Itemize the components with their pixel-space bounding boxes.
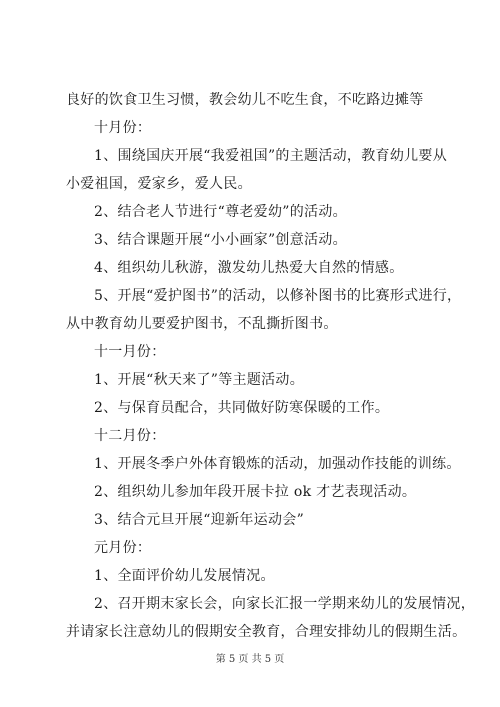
section-heading-november: 十一月份： <box>94 344 166 360</box>
text-line-18: 2、召开期末家长会，向家长汇报一学期来幼儿的发展情况， <box>94 596 476 612</box>
text-line-17: 1、全面评价幼儿发展情况。 <box>94 568 275 584</box>
text-line-4: 2、结合老人节进行“尊老爱幼”的活动。 <box>94 204 347 220</box>
text-line-19: 并请家长注意幼儿的假期安全教育，合理安排幼儿的假期生活。 <box>66 624 467 640</box>
page-footer: 第 5 页 共 5 页 <box>215 654 285 665</box>
section-heading-october: 十月份： <box>94 120 152 136</box>
text-line-13: 1、开展冬季户外体育锻炼的活动，加强动作技能的训练。 <box>94 456 461 472</box>
text-line-14: 2、组织幼儿参加年段开展卡拉 ok 才艺表现活动。 <box>94 484 417 500</box>
text-line-6: 4、组织幼儿秋游，激发幼儿热爱大自然的情感。 <box>94 260 404 276</box>
text-line-3: 小爱祖国，爱家乡，爱人民。 <box>66 176 252 192</box>
document-body <box>66 86 476 646</box>
section-heading-january: 元月份： <box>94 540 152 556</box>
text-line-11: 2、与保育员配合，共同做好防寒保暖的工作。 <box>94 400 390 416</box>
text-line-10: 1、开展“秋天来了”等主题活动。 <box>94 372 305 388</box>
text-line-8: 从中教育幼儿要爱护图书，不乱撕折图书。 <box>66 316 338 332</box>
section-heading-december: 十二月份： <box>94 428 166 444</box>
text-line-5: 3、结合课题开展“小小画家”创意活动。 <box>94 232 347 248</box>
text-line-15: 3、结合元旦开展“迎新年运动会” <box>94 512 305 528</box>
text-line-2: 1、围绕国庆开展“我爱祖国”的主题活动，教育幼儿要从 <box>94 148 448 164</box>
text-line-0: 良好的饮食卫生习惯，教会幼儿不吃生食，不吃路边摊等 <box>66 92 424 108</box>
text-line-7: 5、开展“爱护图书”的活动，以修补图书的比赛形式进行， <box>94 288 462 304</box>
